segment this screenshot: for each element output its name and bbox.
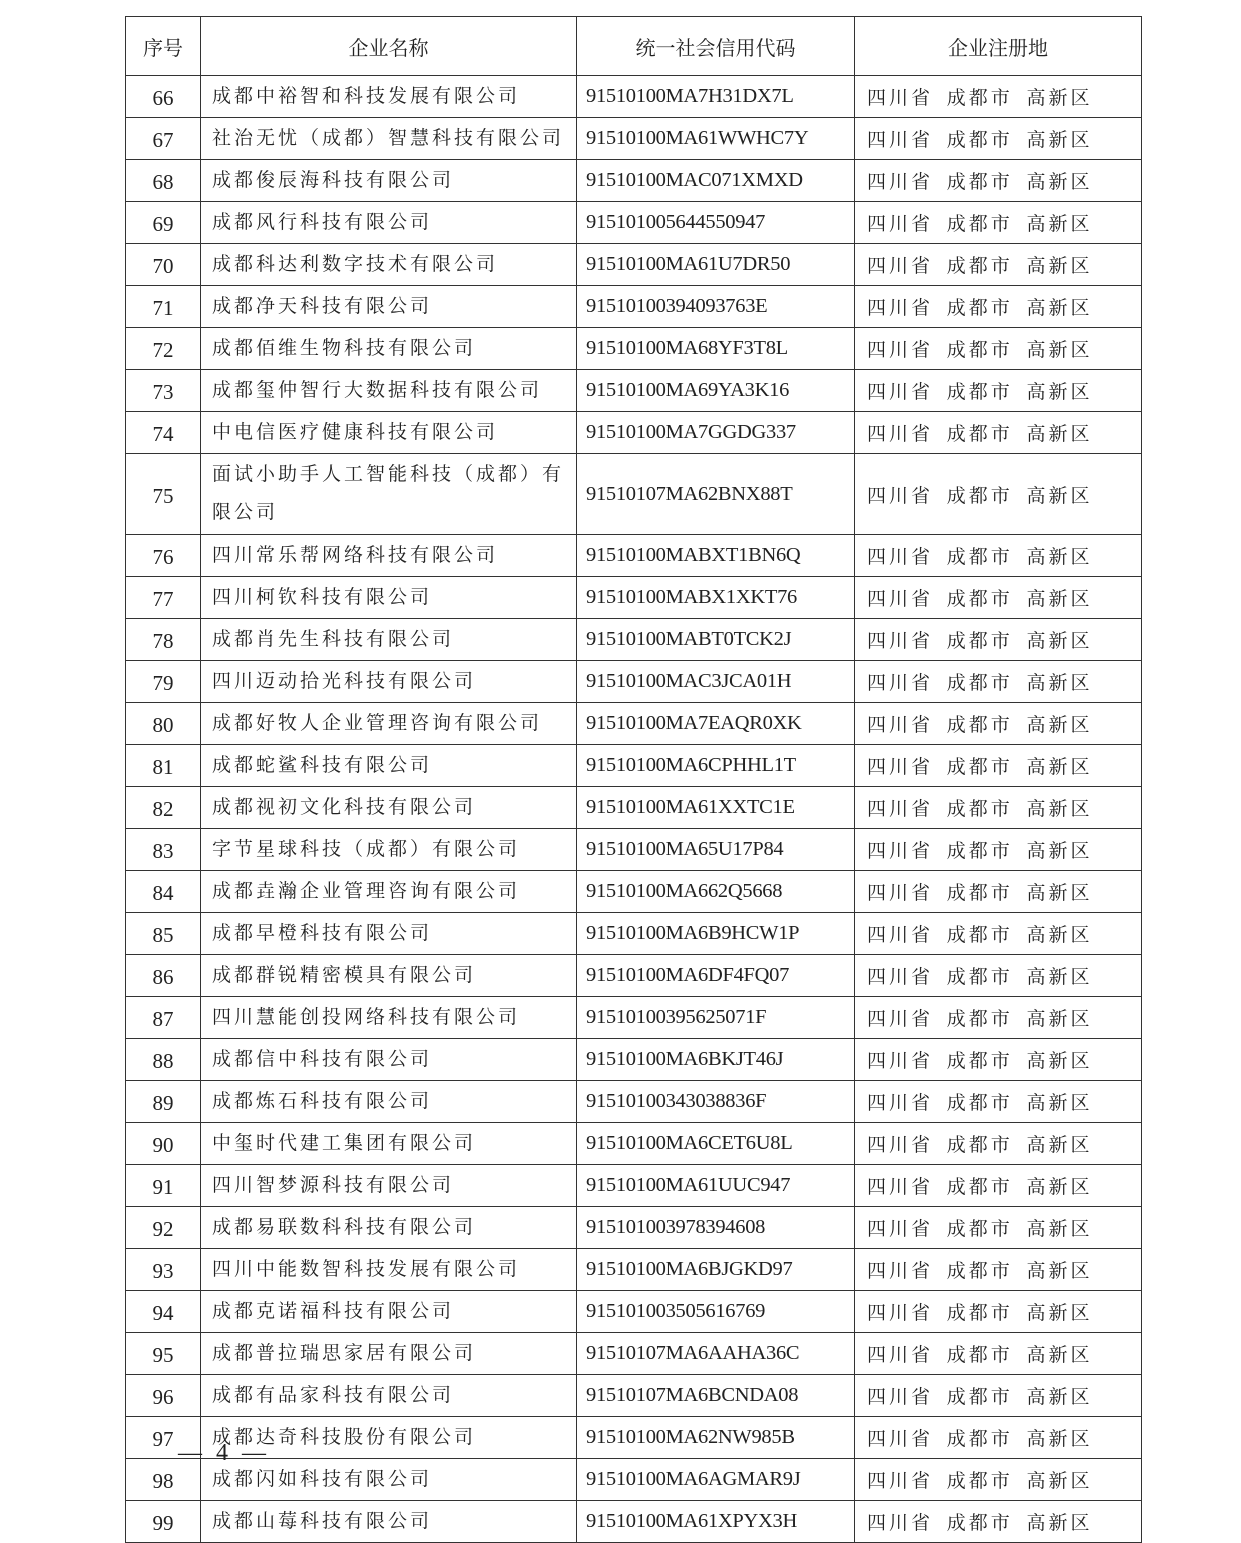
table-row xyxy=(126,577,1142,619)
credit-code-cell: 91510100MA6B9HCW1P xyxy=(577,913,855,955)
company-name-cell: 成都普拉瑞思家居有限公司 xyxy=(201,1333,577,1375)
serial-cell: 69 xyxy=(126,202,201,244)
serial-cell: 66 xyxy=(126,76,201,118)
serial-cell: 88 xyxy=(126,1039,201,1081)
table-row xyxy=(126,871,1142,913)
registration-place-cell: 四川省 成都市 高新区 xyxy=(855,997,1142,1039)
registration-place-cell: 四川省 成都市 高新区 xyxy=(855,1333,1142,1375)
credit-code-cell: 91510100MA6BKJT46J xyxy=(577,1039,855,1081)
credit-code-cell: 91510100395625071F xyxy=(577,997,855,1039)
serial-cell: 80 xyxy=(126,703,201,745)
credit-code-cell: 91510100MA61UUC947 xyxy=(577,1165,855,1207)
credit-code-cell: 91510107MA6AAHA36C xyxy=(577,1333,855,1375)
credit-code-cell: 91510100MA61U7DR50 xyxy=(577,244,855,286)
credit-code-cell: 915101003978394608 xyxy=(577,1207,855,1249)
serial-cell: 99 xyxy=(126,1501,201,1543)
company-name-cell: 四川柯钦科技有限公司 xyxy=(201,577,577,619)
table-row xyxy=(126,370,1142,412)
table-row xyxy=(126,1249,1142,1291)
company-name-cell: 成都科达利数字技术有限公司 xyxy=(201,244,577,286)
serial-cell: 93 xyxy=(126,1249,201,1291)
serial-cell: 72 xyxy=(126,328,201,370)
registration-place-cell: 四川省 成都市 高新区 xyxy=(855,1123,1142,1165)
table-row xyxy=(126,1291,1142,1333)
company-name-cell: 成都净天科技有限公司 xyxy=(201,286,577,328)
registration-place-cell: 四川省 成都市 高新区 xyxy=(855,1039,1142,1081)
serial-cell: 79 xyxy=(126,661,201,703)
header-credit-code: 统一社会信用代码 xyxy=(577,17,855,76)
credit-code-cell: 91510100MA6CET6U8L xyxy=(577,1123,855,1165)
credit-code-cell: 91510100MA62NW985B xyxy=(577,1417,855,1459)
company-name-cell: 成都炼石科技有限公司 xyxy=(201,1081,577,1123)
registration-place-cell: 四川省 成都市 高新区 xyxy=(855,1291,1142,1333)
serial-cell: 74 xyxy=(126,412,201,454)
credit-code-cell: 91510100MA61WWHC7Y xyxy=(577,118,855,160)
company-name-cell: 成都早橙科技有限公司 xyxy=(201,913,577,955)
credit-code-cell: 91510100MA662Q5668 xyxy=(577,871,855,913)
table-row xyxy=(126,1417,1142,1459)
serial-cell: 75 xyxy=(126,454,201,535)
company-name-cell: 社治无忧（成都）智慧科技有限公司 xyxy=(201,118,577,160)
serial-cell: 98 xyxy=(126,1459,201,1501)
company-name-cell: 成都玺仲智行大数据科技有限公司 xyxy=(201,370,577,412)
company-name-cell: 成都垚瀚企业管理咨询有限公司 xyxy=(201,871,577,913)
credit-code-cell: 91510100MA7GGDG337 xyxy=(577,412,855,454)
serial-cell: 90 xyxy=(126,1123,201,1165)
company-name-cell: 成都山莓科技有限公司 xyxy=(201,1501,577,1543)
credit-code-cell: 915101003505616769 xyxy=(577,1291,855,1333)
registration-place-cell: 四川省 成都市 高新区 xyxy=(855,76,1142,118)
registration-place-cell: 四川省 成都市 高新区 xyxy=(855,619,1142,661)
serial-cell: 85 xyxy=(126,913,201,955)
serial-cell: 87 xyxy=(126,997,201,1039)
serial-cell: 78 xyxy=(126,619,201,661)
company-name-cell: 成都好牧人企业管理咨询有限公司 xyxy=(201,703,577,745)
registration-place-cell: 四川省 成都市 高新区 xyxy=(855,1207,1142,1249)
company-name-cell: 成都蛇鲨科技有限公司 xyxy=(201,745,577,787)
table-row xyxy=(126,997,1142,1039)
table-row xyxy=(126,1039,1142,1081)
credit-code-cell: 91510107MA6BCNDA08 xyxy=(577,1375,855,1417)
company-name-cell: 成都佰维生物科技有限公司 xyxy=(201,328,577,370)
company-name-cell: 成都克诺福科技有限公司 xyxy=(201,1291,577,1333)
serial-cell: 70 xyxy=(126,244,201,286)
registration-place-cell: 四川省 成都市 高新区 xyxy=(855,1417,1142,1459)
table-row xyxy=(126,118,1142,160)
serial-cell: 97 xyxy=(126,1417,201,1459)
table-row xyxy=(126,619,1142,661)
registration-place-cell: 四川省 成都市 高新区 xyxy=(855,577,1142,619)
company-name-cell: 四川迈动拾光科技有限公司 xyxy=(201,661,577,703)
serial-cell: 91 xyxy=(126,1165,201,1207)
table-row xyxy=(126,829,1142,871)
credit-code-cell: 91510100343038836F xyxy=(577,1081,855,1123)
registration-place-cell: 四川省 成都市 高新区 xyxy=(855,118,1142,160)
credit-code-cell: 91510100MA69YA3K16 xyxy=(577,370,855,412)
registration-place-cell: 四川省 成都市 高新区 xyxy=(855,829,1142,871)
company-name-cell: 成都易联数科科技有限公司 xyxy=(201,1207,577,1249)
credit-code-cell: 91510100MABX1XKT76 xyxy=(577,577,855,619)
company-name-cell: 成都有品家科技有限公司 xyxy=(201,1375,577,1417)
serial-cell: 82 xyxy=(126,787,201,829)
serial-cell: 67 xyxy=(126,118,201,160)
table-row xyxy=(126,535,1142,577)
registration-place-cell: 四川省 成都市 高新区 xyxy=(855,871,1142,913)
company-name-cell: 成都群锐精密模具有限公司 xyxy=(201,955,577,997)
serial-cell: 84 xyxy=(126,871,201,913)
registration-place-cell: 四川省 成都市 高新区 xyxy=(855,454,1142,535)
registration-place-cell: 四川省 成都市 高新区 xyxy=(855,703,1142,745)
registration-place-cell: 四川省 成都市 高新区 xyxy=(855,244,1142,286)
registration-place-cell: 四川省 成都市 高新区 xyxy=(855,1459,1142,1501)
table-row xyxy=(126,1333,1142,1375)
registration-place-cell: 四川省 成都市 高新区 xyxy=(855,745,1142,787)
table-row xyxy=(126,1081,1142,1123)
company-name-cell: 成都风行科技有限公司 xyxy=(201,202,577,244)
credit-code-cell: 91510100MA6BJGKD97 xyxy=(577,1249,855,1291)
registration-place-cell: 四川省 成都市 高新区 xyxy=(855,1249,1142,1291)
serial-cell: 83 xyxy=(126,829,201,871)
table-row xyxy=(126,745,1142,787)
table-header-row xyxy=(126,17,1142,76)
credit-code-cell: 91510100MA7H31DX7L xyxy=(577,76,855,118)
credit-code-cell: 91510100MA6CPHHL1T xyxy=(577,745,855,787)
registration-place-cell: 四川省 成都市 高新区 xyxy=(855,286,1142,328)
registration-place-cell: 四川省 成都市 高新区 xyxy=(855,913,1142,955)
table-row xyxy=(126,703,1142,745)
table-row xyxy=(126,286,1142,328)
registration-place-cell: 四川省 成都市 高新区 xyxy=(855,661,1142,703)
table-row xyxy=(126,328,1142,370)
credit-code-cell: 91510100MAC071XMXD xyxy=(577,160,855,202)
registration-place-cell: 四川省 成都市 高新区 xyxy=(855,1165,1142,1207)
registration-place-cell: 四川省 成都市 高新区 xyxy=(855,787,1142,829)
credit-code-cell: 91510100MA61XPYX3H xyxy=(577,1501,855,1543)
serial-cell: 71 xyxy=(126,286,201,328)
page-number: — 4 — xyxy=(178,1440,270,1466)
credit-code-cell: 91510100MA6DF4FQ07 xyxy=(577,955,855,997)
registration-place-cell: 四川省 成都市 高新区 xyxy=(855,1081,1142,1123)
table-row xyxy=(126,1375,1142,1417)
company-name-cell: 成都闪如科技有限公司 xyxy=(201,1459,577,1501)
credit-code-cell: 91510100MABT0TCK2J xyxy=(577,619,855,661)
company-name-cell: 成都俊辰海科技有限公司 xyxy=(201,160,577,202)
credit-code-cell: 91510100MA6AGMAR9J xyxy=(577,1459,855,1501)
table-row xyxy=(126,244,1142,286)
table-row xyxy=(126,661,1142,703)
registration-place-cell: 四川省 成都市 高新区 xyxy=(855,535,1142,577)
table-row xyxy=(126,955,1142,997)
serial-cell: 86 xyxy=(126,955,201,997)
serial-cell: 76 xyxy=(126,535,201,577)
enterprise-table xyxy=(125,16,1142,1543)
serial-cell: 96 xyxy=(126,1375,201,1417)
credit-code-cell: 91510100MA65U17P84 xyxy=(577,829,855,871)
credit-code-cell: 91510107MA62BNX88T xyxy=(577,454,855,535)
table-row xyxy=(126,76,1142,118)
serial-cell: 73 xyxy=(126,370,201,412)
company-name-cell: 字节星球科技（成都）有限公司 xyxy=(201,829,577,871)
company-name-cell: 成都视初文化科技有限公司 xyxy=(201,787,577,829)
registration-place-cell: 四川省 成都市 高新区 xyxy=(855,412,1142,454)
serial-cell: 89 xyxy=(126,1081,201,1123)
company-name-cell: 四川常乐帮网络科技有限公司 xyxy=(201,535,577,577)
table-row xyxy=(126,202,1142,244)
table-row xyxy=(126,160,1142,202)
table-row xyxy=(126,1207,1142,1249)
registration-place-cell: 四川省 成都市 高新区 xyxy=(855,1375,1142,1417)
credit-code-cell: 91510100MABXT1BN6Q xyxy=(577,535,855,577)
header-registration-place: 企业注册地 xyxy=(855,17,1142,76)
company-name-cell: 中玺时代建工集团有限公司 xyxy=(201,1123,577,1165)
serial-cell: 92 xyxy=(126,1207,201,1249)
serial-cell: 95 xyxy=(126,1333,201,1375)
company-name-cell: 四川智梦源科技有限公司 xyxy=(201,1165,577,1207)
credit-code-cell: 91510100394093763E xyxy=(577,286,855,328)
table-row xyxy=(126,1501,1142,1543)
credit-code-cell: 91510100MA61XXTC1E xyxy=(577,787,855,829)
credit-code-cell: 91510100MA7EAQR0XK xyxy=(577,703,855,745)
company-name-cell: 面试小助手人工智能科技（成都）有限公司 xyxy=(201,454,577,535)
company-name-cell: 四川慧能创投网络科技有限公司 xyxy=(201,997,577,1039)
header-company-name: 企业名称 xyxy=(201,17,577,76)
table-row xyxy=(126,787,1142,829)
serial-cell: 68 xyxy=(126,160,201,202)
company-name-cell: 四川中能数智科技发展有限公司 xyxy=(201,1249,577,1291)
registration-place-cell: 四川省 成都市 高新区 xyxy=(855,370,1142,412)
serial-cell: 81 xyxy=(126,745,201,787)
table-row xyxy=(126,454,1142,535)
registration-place-cell: 四川省 成都市 高新区 xyxy=(855,955,1142,997)
registration-place-cell: 四川省 成都市 高新区 xyxy=(855,1501,1142,1543)
registration-place-cell: 四川省 成都市 高新区 xyxy=(855,160,1142,202)
company-name-cell: 成都中裕智和科技发展有限公司 xyxy=(201,76,577,118)
table-row xyxy=(126,913,1142,955)
table-row xyxy=(126,412,1142,454)
company-name-cell: 中电信医疗健康科技有限公司 xyxy=(201,412,577,454)
credit-code-cell: 915101005644550947 xyxy=(577,202,855,244)
table-row xyxy=(126,1165,1142,1207)
header-serial: 序号 xyxy=(126,17,201,76)
company-name-cell: 成都信中科技有限公司 xyxy=(201,1039,577,1081)
company-name-cell: 成都达奇科技股份有限公司 xyxy=(201,1417,577,1459)
registration-place-cell: 四川省 成都市 高新区 xyxy=(855,328,1142,370)
table-row xyxy=(126,1123,1142,1165)
registration-place-cell: 四川省 成都市 高新区 xyxy=(855,202,1142,244)
credit-code-cell: 91510100MAC3JCA01H xyxy=(577,661,855,703)
company-name-cell: 成都肖先生科技有限公司 xyxy=(201,619,577,661)
credit-code-cell: 91510100MA68YF3T8L xyxy=(577,328,855,370)
serial-cell: 77 xyxy=(126,577,201,619)
serial-cell: 94 xyxy=(126,1291,201,1333)
